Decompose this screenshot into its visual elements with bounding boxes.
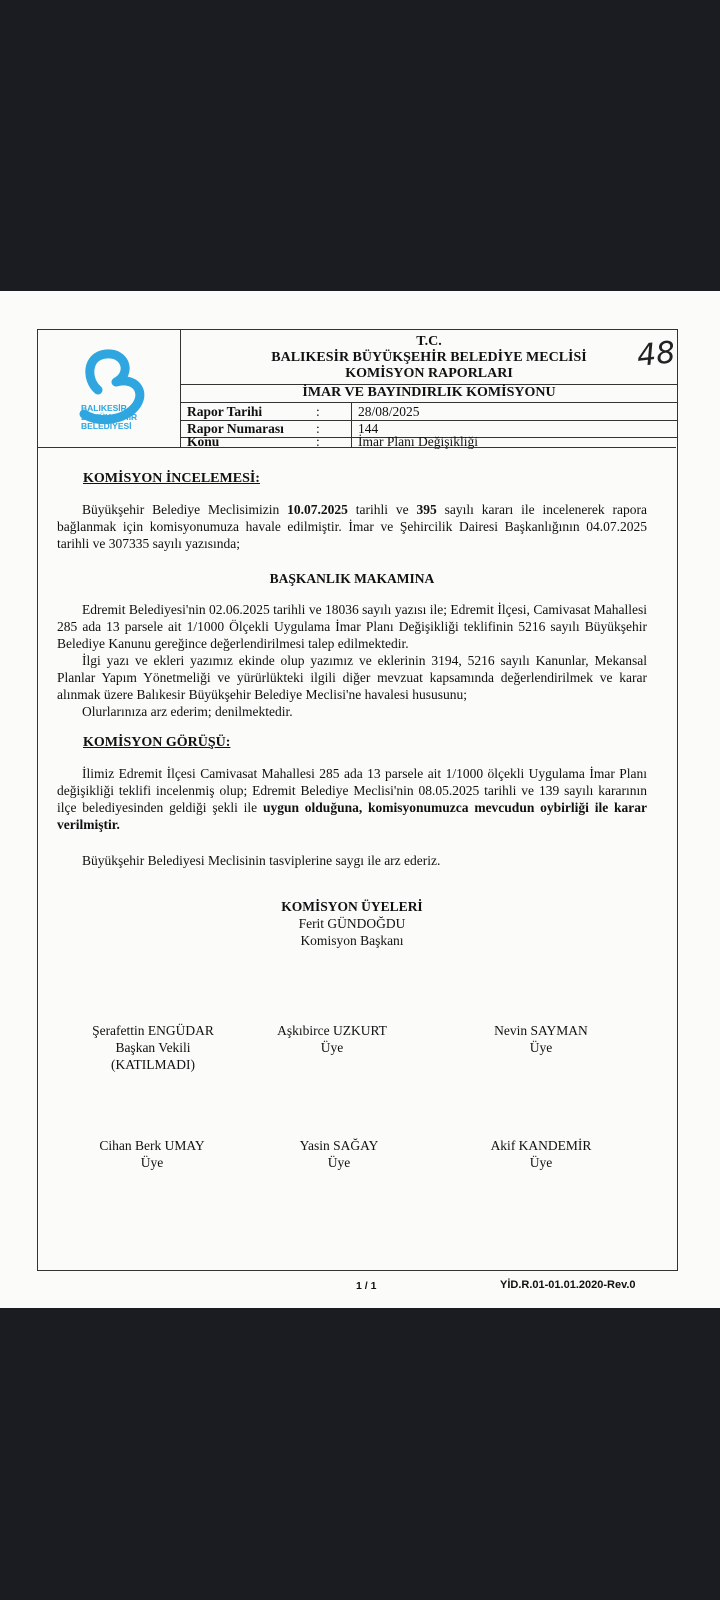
row-colon: : xyxy=(316,404,320,419)
row-colon: : xyxy=(316,434,320,449)
gorus-paragraph-2: Büyükşehir Belediyesi Meclisinin tasviplerine saygı ile arz ederiz. xyxy=(82,853,441,868)
logo-text-line: BALIKESİR xyxy=(81,403,127,413)
member-name: Cihan Berk UMAY xyxy=(99,1138,205,1153)
member-title: Üye xyxy=(320,1040,344,1055)
text-run: İlimiz Edremit İlçesi Camivasat Mahallesi 285 ada 13 parsele ait 1/1000 ölçekli Uygulama İmar Planı değişikliği teklifi incelenmiş olup; Edremit Belediye Meclisi'nin 08.05.2025 tarihli ve 139 sayılı kararının ilçe belediyesinden geldiği şekli ile xyxy=(57,766,647,815)
gorus-paragraph-1 xyxy=(57,765,647,833)
inceleme-paragraph-4: Olurlarınıza arz ederim; denilmektedir. xyxy=(82,704,293,719)
member-name: Şerafettin ENGÜDAR xyxy=(92,1023,214,1038)
row-key: Rapor Numarası xyxy=(187,421,284,436)
member-name: Aşkıbirce UZKURT xyxy=(277,1023,387,1038)
member-title: Üye xyxy=(140,1155,164,1170)
report-date: 28/08/2025 xyxy=(358,404,420,419)
gorus-heading: KOMİSYON GÖRÜŞÜ: xyxy=(83,735,231,750)
commission-title: İMAR VE BAYINDIRLIK KOMİSYONU xyxy=(302,385,556,400)
member-signature xyxy=(62,1137,242,1171)
header-row-subject xyxy=(181,434,677,451)
text-run-bold: uygun olduğuna, komisyonumuzca mevcudun oybirliği ile karar verilmiştir. xyxy=(57,800,647,832)
member-signature xyxy=(451,1137,631,1171)
inceleme-paragraph-2: Edremit Belediyesi'nin 02.06.2025 tarihli ve 18036 sayılı yazısı ile; Edremit İlçesi, Camivasat Mahallesi 285 ada 13 parsele ait 1/1000 Ölçekli Uygulama İmar Planı Değişikliği teklifinin 5216 sayılı Büyükşehir Belediye Kanunu gereğince değerlendirilmesi talep edilmektedir. xyxy=(57,602,647,651)
row-key: Rapor Tarihi xyxy=(187,404,263,419)
inceleme-heading: KOMİSYON İNCELEMESİ: xyxy=(83,471,260,486)
member-title: Üye xyxy=(327,1155,351,1170)
text-run-bold: 395 xyxy=(416,502,437,517)
member-signature xyxy=(249,1137,429,1171)
inceleme-paragraph-1 xyxy=(57,501,647,552)
member-name: Akif KANDEMİR xyxy=(490,1138,592,1153)
text-run-bold: 10.07.2025 xyxy=(287,502,348,517)
inceleme-paragraph-3: İlgi yazı ve ekleri yazımız ekinde olup yazımız ve eklerinin 3194, 5216 sayılı Kanunlar, Mekansal Planlar Yapım Yönetmeliği ve yürürlükteki ilgili diğer mevzuat kapsamında değerlendirilmek ve karar alınmak üzere Balıkesir Büyükşehir Belediye Meclisi'ne havalesi hususunu; xyxy=(57,653,647,702)
member-note: (KATILMADI) xyxy=(111,1057,195,1072)
chair-name: Ferit GÜNDOĞDU xyxy=(298,916,406,931)
logo-text xyxy=(81,404,137,431)
document-page xyxy=(0,291,720,1308)
report-number: 144 xyxy=(358,421,379,436)
report-header xyxy=(180,330,677,448)
council-title: BALIKESİR BÜYÜKŞEHİR BELEDİYE MECLİSİ xyxy=(271,350,587,365)
row-colon: : xyxy=(316,421,320,436)
member-name: Yasin SAĞAY xyxy=(299,1138,379,1153)
handwritten-number: 48 xyxy=(635,335,677,374)
municipality-logo xyxy=(42,330,180,448)
page-number: 1 / 1 xyxy=(356,1280,377,1292)
member-signature xyxy=(242,1022,422,1056)
member-name: Nevin SAYMAN xyxy=(494,1023,588,1038)
logo-text-line: BELEDİYESİ xyxy=(81,421,132,431)
tc-label: T.C. xyxy=(416,334,442,349)
reports-title: KOMİSYON RAPORLARI xyxy=(345,366,513,381)
text-run: tarihli ve xyxy=(347,502,417,517)
column-divider xyxy=(351,402,352,448)
member-title: Üye xyxy=(529,1155,553,1170)
header-row-date xyxy=(181,404,677,421)
header-bottom-rule xyxy=(37,447,676,448)
document-code: YİD.R.01-01.01.2020-Rev.0 xyxy=(500,1279,636,1291)
text-run: Büyükşehir Belediye Meclisimizin xyxy=(82,502,288,517)
row-key: Konu xyxy=(187,434,220,449)
member-signature xyxy=(63,1022,243,1073)
members-heading: KOMİSYON ÜYELERİ xyxy=(281,899,423,914)
member-signature xyxy=(451,1022,631,1056)
text-run: sayılı kararı ile incelenerek rapora bağlanmak için komisyonumuza havale edilmiştir. İmar ve Şehircilik Dairesi Başkanlığının 04.07.2025 tarihli ve 307335 sayılı yazısında; xyxy=(57,502,648,551)
logo-text-line: BÜYÜKŞEHİR xyxy=(81,412,138,422)
report-subject: İmar Planı Değişikliği xyxy=(358,434,478,449)
chair-title: Komisyon Başkanı xyxy=(300,933,404,948)
member-title: Başkan Vekili xyxy=(115,1040,191,1055)
member-title: Üye xyxy=(529,1040,553,1055)
makam-heading: BAŞKANLIK MAKAMINA xyxy=(269,571,435,586)
divider xyxy=(181,402,677,403)
